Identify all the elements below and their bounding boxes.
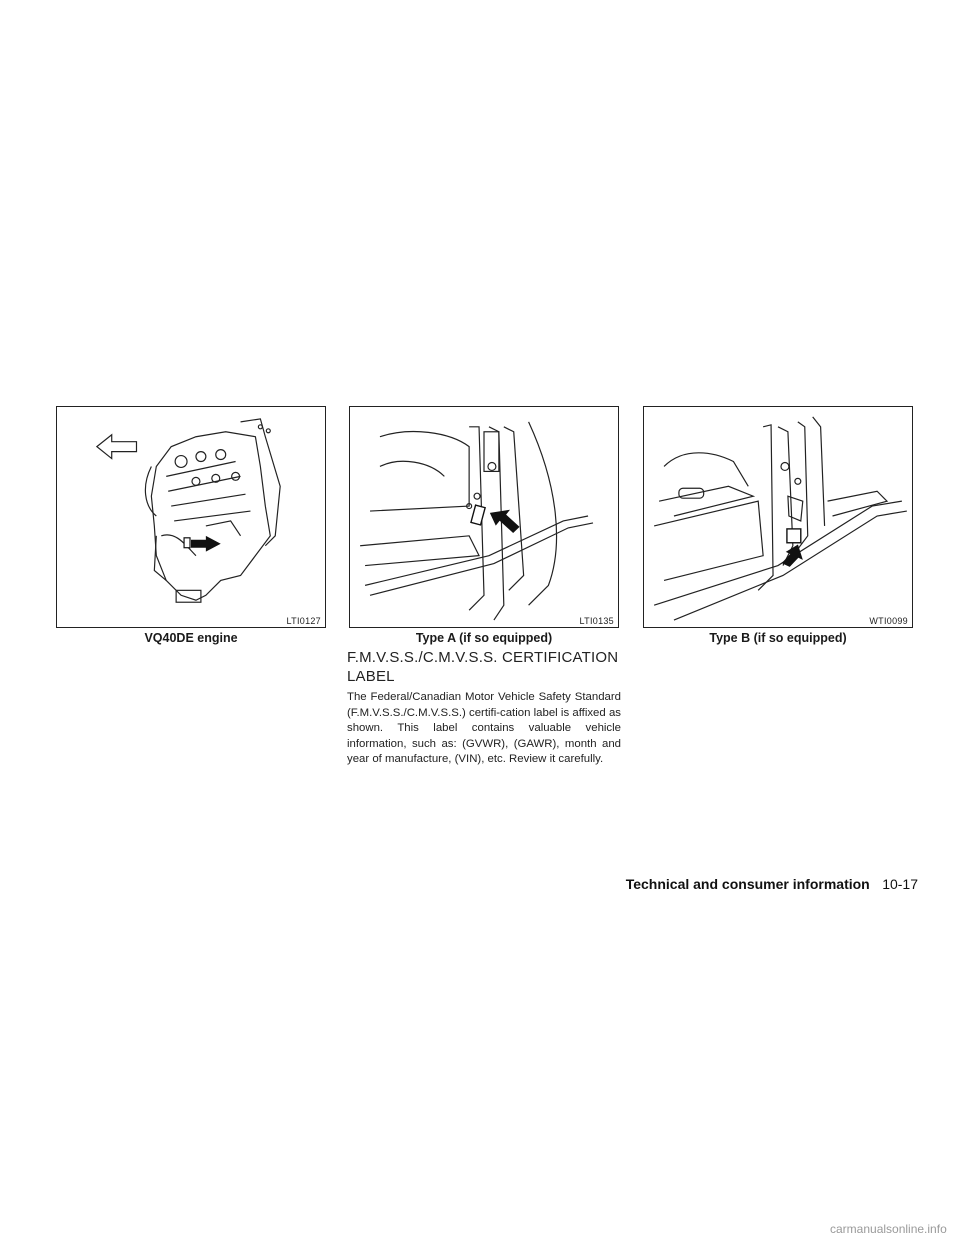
engine-illustration	[57, 407, 325, 627]
footer-title: Technical and consumer information	[625, 876, 870, 892]
figure-caption: Type A (if so equipped)	[415, 631, 553, 645]
watermark: carmanualsonline.info	[830, 1222, 947, 1236]
section-body: The Federal/Canadian Motor Vehicle Safety Standard (F.M.V.S.S./C.M.V.S.S.) certifi-cation label is affixed as shown. This label contains valuable vehicle information, such as: (GVWR), (GAWR), month and year of manufacture, (VIN), etc. Review it carefully.	[347, 691, 621, 765]
figure-type-a	[349, 406, 619, 628]
door-pillar-illustration	[350, 407, 618, 627]
figure-engine	[56, 406, 326, 628]
door-sill-illustration	[644, 407, 912, 627]
figure-code: WTI0099	[869, 616, 908, 626]
page-footer	[626, 876, 918, 894]
page-number: 10-17	[882, 876, 918, 892]
figure-type-b	[643, 406, 913, 628]
figure-code: LTI0127	[286, 616, 321, 626]
figure-code: LTI0135	[579, 616, 614, 626]
section-heading: F.M.V.S.S./C.M.V.S.S. CERTIFICATION LABEL	[347, 649, 619, 685]
figure-caption: VQ40DE engine	[144, 631, 238, 645]
figure-caption: Type B (if so equipped)	[709, 631, 847, 645]
